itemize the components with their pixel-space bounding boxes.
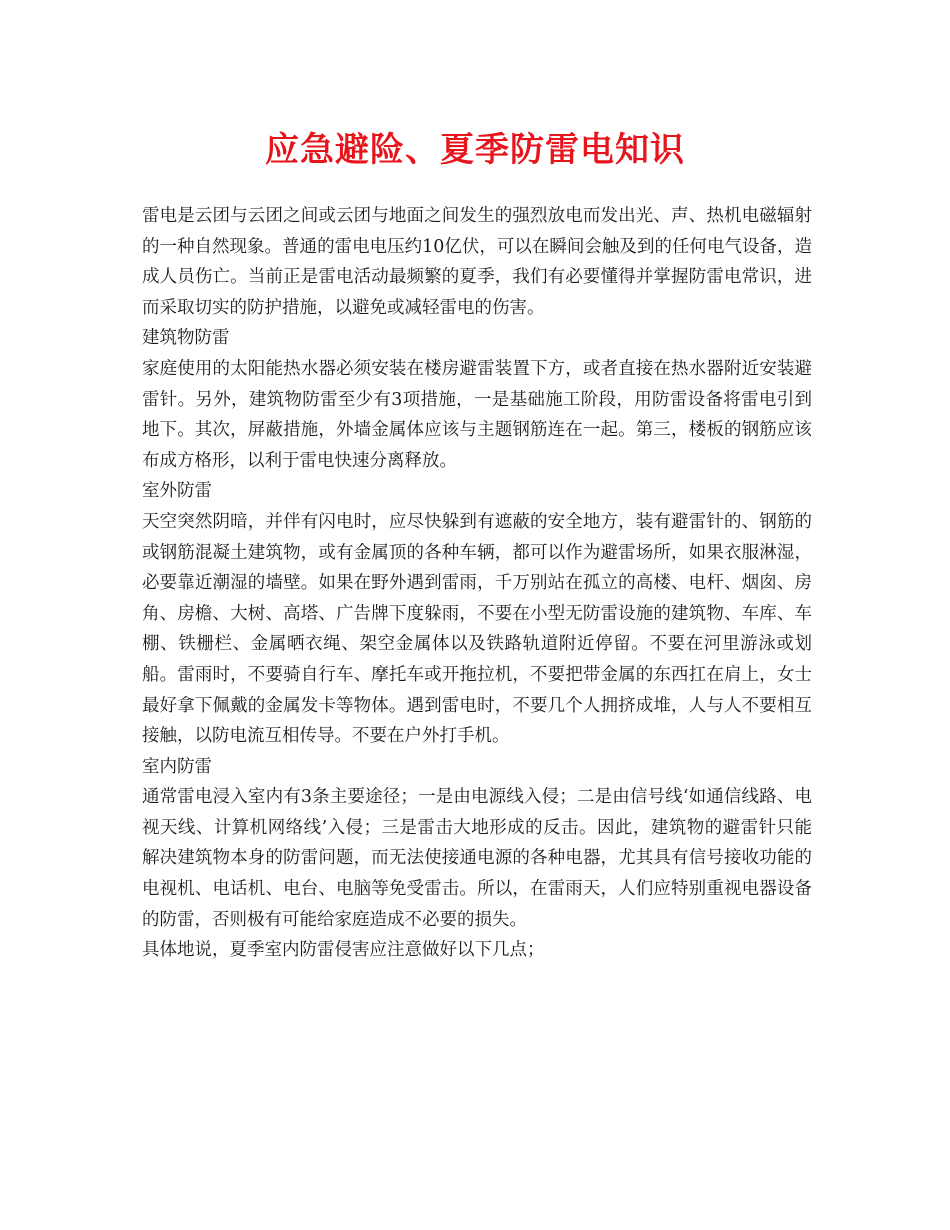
page-title: 应急避险、夏季防雷电知识 xyxy=(265,130,685,170)
section-heading-indoor: 室内防雷 xyxy=(142,756,212,777)
indoor-paragraph: 通常雷电浸入室内有3条主要途径；一是由电源线入侵；二是由信号线‘如通信线路、电视天线、计算机网络线’入侵；三是雷击大地形成的反击。因此，建筑物的避雷针只能解决建筑物本身的防雷问题，而无法使接通电源的各种电器，尤其具有信号接收功能的电视机、电话机、电台、电脑等免受雷击。所以，在雷雨天，人们应特别重视电器设备的防雷，否则极有可能给家庭造成不必要的损失。 xyxy=(142,787,812,930)
outdoor-paragraph: 天空突然阴暗，并伴有闪电时，应尽快躲到有遮蔽的安全地方，装有避雷针的、钢筋的或钢筋混凝土建筑物，或有金属顶的各种车辆，都可以作为避雷场所，如果衣服淋湿，必要靠近潮湿的墙壁。如果在野外遇到雷雨，千万别站在孤立的高楼、电杆、烟囱、房角、房檐、大树、高塔、广告牌下度躲雨，不要在小型无防雷设施的建筑物、车库、车棚、铁栅栏、金属晒衣绳、架空金属体以及铁路轨道附近停留。不要在河里游泳或划船。雷雨时，不要骑自行车、摩托车或开拖拉机，不要把带金属的东西扛在肩上，女士最好拿下佩戴的金属发卡等物体。遇到雷电时，不要几个人拥挤成堆，人与人不要相互接触，以防电流互相传导。不要在户外打手机。 xyxy=(142,511,812,747)
section-heading-outdoor: 室外防雷 xyxy=(142,481,212,502)
section-heading-building: 建筑物防雷 xyxy=(142,328,230,349)
building-paragraph: 家庭使用的太阳能热水器必须安装在楼房避雷装置下方，或者直接在热水器附近安装避雷针。另外，建筑物防雷至少有3项措施，一是基础施工阶段，用防雷设备将雷电引到地下。其次，屏蔽措施，外墙金属体应该与主题钢筋连在一起。第三，楼板的钢筋应该布成方格形，以利于雷电快速分离释放。 xyxy=(142,358,812,471)
document-body xyxy=(142,201,812,966)
intro-paragraph: 雷电是云团与云团之间或云团与地面之间发生的强烈放电而发出光、声、热机电磁辐射的一种自然现象。普通的雷电电压约10亿伏，可以在瞬间会触及到的任何电气设备，造成人员伤亡。当前正是雷电活动最频繁的夏季，我们有必要懂得并掌握防雷电常识，进而采取切实的防护措施，以避免或减轻雷电的伤害。 xyxy=(142,206,812,318)
summary-paragraph: 具体地说，夏季室内防雷侵害应注意做好以下几点； xyxy=(142,940,545,961)
